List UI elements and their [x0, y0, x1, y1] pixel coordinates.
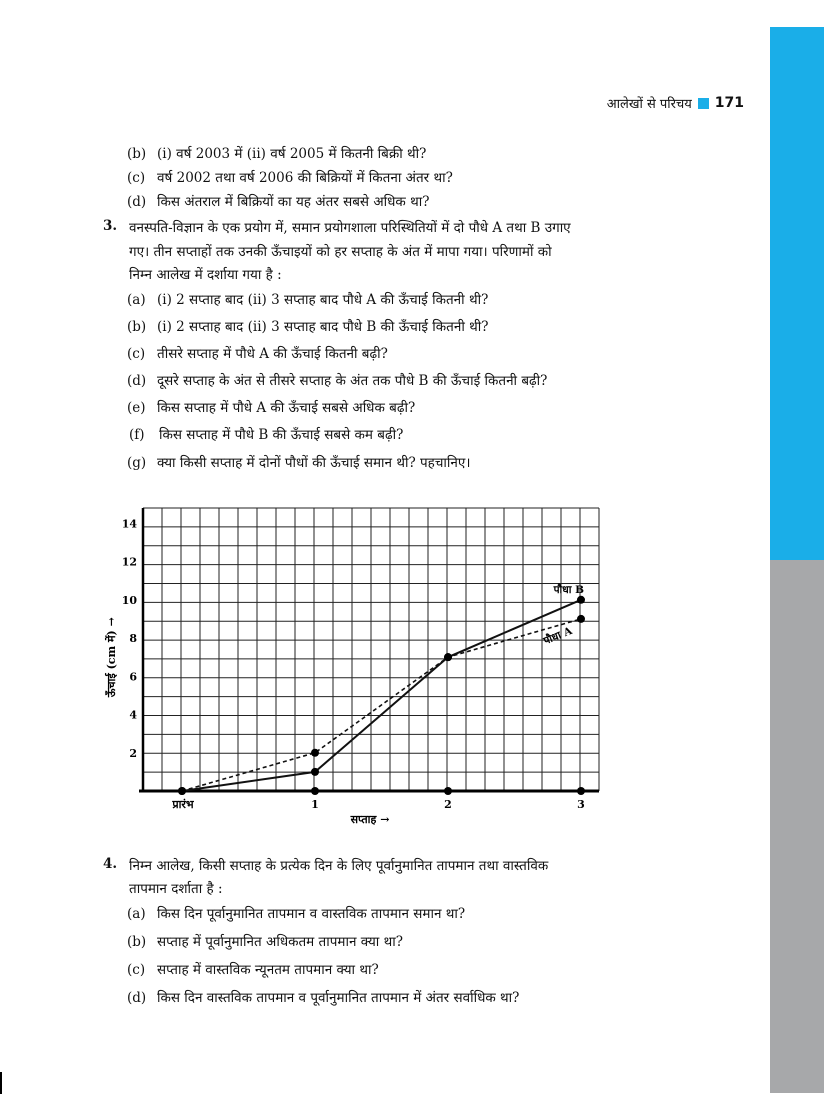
y-tick-label: 4: [129, 708, 137, 722]
page-header: [607, 94, 744, 112]
data-point: [577, 615, 585, 623]
x-axis-point: [444, 787, 452, 795]
question-3-subpart: (c) तीसरे सप्ताह में पौधे A की ऊँचाई कितनी बढ़ी?: [127, 346, 388, 362]
y-tick-label: 14: [121, 517, 137, 531]
y-tick-label: 2: [129, 746, 137, 760]
x-tick-label: 1: [311, 798, 319, 811]
question-3-subpart: (a) (i) 2 सप्ताह बाद (ii) 3 सप्ताह बाद पौधे A की ऊँचाई कितनी थी?: [127, 292, 489, 308]
question-4-text: तापमान दर्शाता है :: [129, 881, 223, 897]
question-3-text: वनस्पति-विज्ञान के एक प्रयोग में, समान प्रयोगशाला परिस्थितियों में दो पौधे A तथा B उगाए: [129, 220, 571, 236]
question-3-subpart: (f) किस सप्ताह में पौधे B की ऊँचाई सबसे कम बढ़ी?: [129, 427, 404, 443]
margin-mark: [0, 1072, 2, 1094]
prev-subpart: (b) (i) वर्ष 2003 में (ii) वर्ष 2005 में कितनी बिक्री थी?: [127, 146, 427, 162]
x-tick-label: 2: [444, 798, 452, 811]
question-3-subpart: (d) दूसरे सप्ताह के अंत से तीसरे सप्ताह के अंत तक पौधे B की ऊँचाई कितनी बढ़ी?: [127, 373, 548, 389]
side-tab-blue: [770, 27, 824, 560]
question-3-number: 3.: [103, 218, 118, 234]
question-4-subpart: (b) सप्ताह में पूर्वानुमानित अधिकतम तापमान क्या था?: [127, 934, 403, 950]
prev-subpart: (c) वर्ष 2002 तथा वर्ष 2006 की बिक्रियों में कितना अंतर था?: [127, 170, 453, 186]
question-4-subpart: (c) सप्ताह में वास्तविक न्यूनतम तापमान क्या था?: [127, 962, 379, 978]
question-4-subpart: (d) किस दिन वास्तविक तापमान व पूर्वानुमानित तापमान में अंतर सर्वाधिक था?: [127, 990, 520, 1006]
x-tick-label: प्रारंभ: [172, 798, 194, 811]
question-3-text: गए। तीन सप्ताहों तक उनकी ऊँचाइयों को हर सप्ताह के अंत में मापा गया। परिणामों को: [129, 244, 552, 260]
y-tick-label: 12: [121, 555, 137, 569]
data-point: [178, 787, 186, 795]
question-3-subpart: (g) क्या किसी सप्ताह में दोनों पौधों की ऊँचाई समान थी? पहचानिए।: [127, 455, 471, 471]
side-tab-grey: [770, 560, 824, 1093]
data-point: [444, 653, 452, 661]
series-line-plant-b: [182, 600, 581, 791]
blue-square-icon: [698, 98, 709, 109]
series-label-plant-b: पौधा B: [553, 583, 584, 596]
data-point: [311, 768, 319, 776]
question-3-subpart: (e) किस सप्ताह में पौधे A की ऊँचाई सबसे अधिक बढ़ी?: [127, 400, 416, 416]
data-point: [577, 596, 585, 604]
plant-height-chart: [95, 495, 615, 835]
question-4-number: 4.: [103, 856, 118, 872]
question-3-text: निम्न आलेख में दर्शाया गया है :: [129, 267, 282, 283]
x-axis-point: [577, 787, 585, 795]
question-3-subpart: (b) (i) 2 सप्ताह बाद (ii) 3 सप्ताह बाद पौधे B की ऊँचाई कितनी थी?: [127, 319, 489, 335]
series-label-plant-a: पौधा A: [541, 625, 574, 648]
prev-subpart: (d) किस अंतराल में बिक्रियों का यह अंतर सबसे अधिक था?: [127, 194, 430, 210]
question-4-text: निम्न आलेख, किसी सप्ताह के प्रत्येक दिन के लिए पूर्वानुमानित तापमान तथा वास्तविक: [129, 858, 549, 874]
data-point: [311, 749, 319, 757]
x-axis-title: सप्ताह →: [350, 813, 390, 826]
series-line-plant-a: [182, 619, 581, 791]
page-number: 171: [714, 95, 744, 111]
question-4-subpart: (a) किस दिन पूर्वानुमानित तापमान व वास्तविक तापमान समान था?: [127, 906, 466, 922]
x-tick-label: 3: [577, 798, 585, 811]
y-axis-title: ऊँचाई (cm में) →: [105, 617, 118, 698]
chapter-title: आलेखों से परिचय: [606, 97, 692, 112]
y-tick-label: 6: [129, 670, 137, 684]
x-axis-point: [311, 787, 319, 795]
y-tick-label: 10: [121, 593, 137, 607]
y-tick-label: 8: [129, 632, 137, 646]
